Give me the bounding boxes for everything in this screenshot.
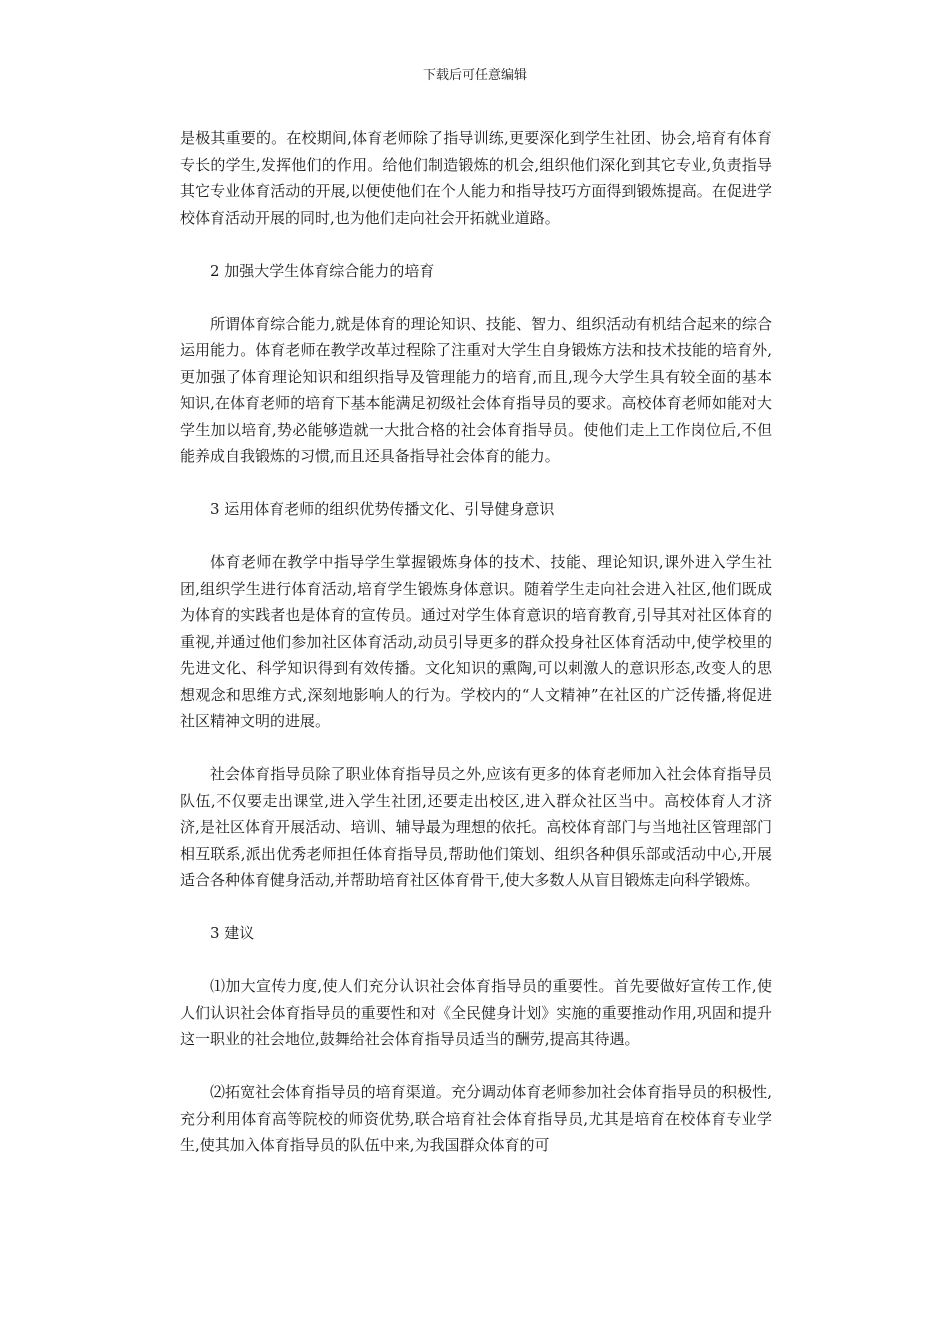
paragraph-organization-advantage: 体育老师在教学中指导学生掌握锻炼身体的技术、技能、理论知识,课外进入学生社团,组织学生进行体育活动,培育学生锻炼身体意识。随着学生走向社会进入社区,他们既成为体育的实践者也是体育的宣传员。通过对学生体育意识的培育教育,引导其对社区体育的重视,并通过他们参加社区体育活动,动员引导更多的群众投身社区体育活动中,使学校里的先进文化、科学知识得到有效传播。文化知识的熏陶,可以刺激人的意识形态,改变人的思想观念和思维方式,深刻地影响人的行为。学校内的“人文精神”在社区的广泛传播,将促进社区精神文明的进展。 [180,553,772,730]
paragraph-suggestion-1: ⑴加大宣传力度,使人们充分认识社会体育指导员的重要性。首先要做好宣传工作,使人们认识社会体育指导员的重要性和对《全民健身计划》实施的重要推动作用,巩固和提升这一职业的社会地位,鼓舞给社会体育指导员适当的酬劳,提高其待遇。 [180,977,772,1048]
paragraph-continuation: 是极其重要的。在校期间,体育老师除了指导训练,更要深化到学生社团、协会,培育有体育专长的学生,发挥他们的作用。给他们制造锻炼的机会,组织他们深化到其它专业,负责指导其它专业体育活动的开展,以便使他们在个人能力和指导技巧方面得到锻炼提高。在促进学校体育活动开展的同时,也为他们走向社会开拓就业道路。 [180,129,772,227]
paragraph-suggestion-2: ⑵拓宽社会体育指导员的培育渠道。充分调动体育老师参加社会体育指导员的积极性,充分利用体育高等院校的师资优势,联合培育社会体育指导员,尤其是培育在校体育专业学生,使其加入体育指导员的队伍中来,为我国群众体育的可 [180,1083,772,1154]
page-header: 下载后可任意编辑 [422,68,527,83]
section-heading-suggestions: 3 建议 [210,924,255,942]
paragraph-comprehensive-ability: 所谓体育综合能力,就是体育的理论知识、技能、智力、组织活动有机结合起来的综合运用能力。体育老师在教学改革过程除了注重对大学生自身锻炼方法和技术技能的培育外,更加强了体育理论知识和组织指导及管理能力的培育,而且,现今大学生具有较全面的基本知识,在体育老师的培育下基本能满足初级社会体育指导员的要求。高校体育老师如能对大学生加以培育,势必能够造就一大批合格的社会体育指导员。使他们走上工作岗位后,不但能养成自我锻炼的习惯,而且还具备指导社会体育的能力。 [180,314,772,465]
section-heading-3: 3 运用体育老师的组织优势传播文化、引导健身意识 [210,500,555,518]
document-body [180,125,772,1159]
section-heading-2: 2 加强大学生体育综合能力的培育 [210,261,435,280]
paragraph-social-instructors: 社会体育指导员除了职业体育指导员之外,应该有更多的体育老师加入社会体育指导员队伍,不仅要走出课堂,进入学生社团,还要走出校区,进入群众社区当中。高校体育人才济济,是社区体育开展活动、培训、辅导最为理想的依托。高校体育部门与当地社区管理部门相互联系,派出优秀老师担任体育指导员,帮助他们策划、组织各种俱乐部或活动中心,开展适合各种体育健身活动,并帮助培育社区体育骨干,使大多数人从盲目锻炼走向科学锻炼。 [180,765,772,889]
